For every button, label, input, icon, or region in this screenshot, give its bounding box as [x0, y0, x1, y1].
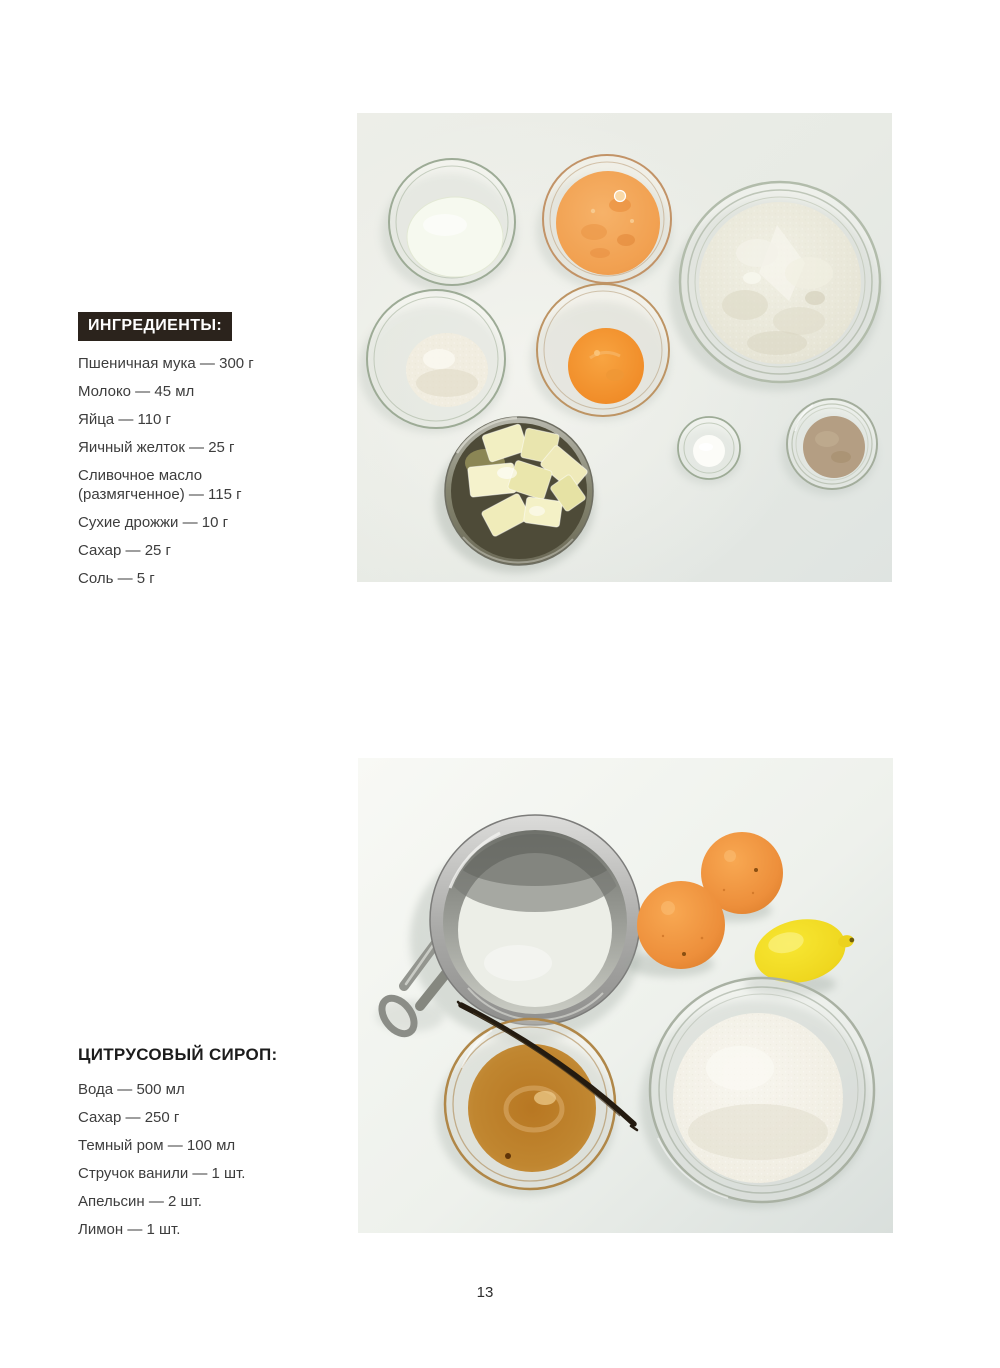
- list-item: Сливочное масло (размягченное) — 115 г: [78, 467, 242, 503]
- list-item: Сахар — 25 г: [78, 542, 172, 559]
- list-item: Яйца — 110 г: [78, 411, 172, 428]
- list-item: Сахар — 250 г: [78, 1109, 180, 1126]
- section-title-ingredients: ИНГРЕДИЕНТЫ:: [78, 312, 232, 341]
- list-item: Яичный желток — 25 г: [78, 439, 235, 456]
- dough-ingredients-photo: [357, 113, 892, 582]
- ingredients-list: [78, 354, 293, 588]
- list-item: Апельсин — 2 шт.: [78, 1193, 202, 1210]
- page-number: 13: [476, 1284, 494, 1301]
- list-item: Пшеничная мука — 300 г: [78, 355, 254, 372]
- list-item: Темный ром — 100 мл: [78, 1137, 236, 1154]
- citrus-syrup-ingredients-photo: [358, 758, 893, 1233]
- list-item: Сухие дрожжи — 10 г: [78, 514, 229, 531]
- ingredients-section: [78, 312, 293, 597]
- list-item: Молоко — 45 мл: [78, 383, 195, 400]
- list-item: Соль — 5 г: [78, 570, 155, 587]
- list-item: Лимон — 1 шт.: [78, 1221, 181, 1238]
- citrus-syrup-list: [78, 1080, 313, 1239]
- section-title-citrus-syrup: ЦИТРУСОВЫЙ СИРОП:: [78, 1045, 278, 1064]
- citrus-syrup-section: [78, 1044, 313, 1248]
- list-item: Вода — 500 мл: [78, 1081, 185, 1098]
- list-item: Стручок ванили — 1 шт.: [78, 1165, 246, 1182]
